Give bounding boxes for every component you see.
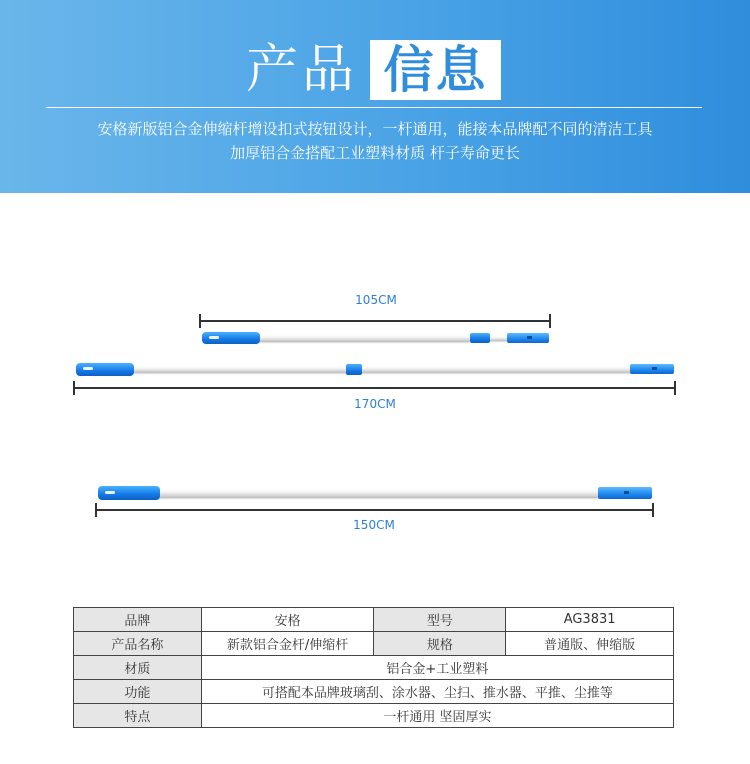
pole-shaft: [155, 489, 600, 498]
spec-value-function: 可搭配本品牌玻璃刮、涂水器、尘扫、推水器、平推、尘推等: [201, 680, 673, 704]
title-plain-text: 产品: [246, 40, 359, 100]
spec-key-product-name: 产品名称: [74, 632, 202, 656]
table-row: [74, 680, 674, 704]
spec-value-specification: 普通版、伸缩版: [506, 632, 674, 656]
dimension-label-105: 105CM: [355, 293, 397, 307]
spec-key-specification: 规格: [374, 632, 506, 656]
tip-notch: [652, 367, 657, 370]
table-row: [74, 632, 674, 656]
pole-coupler: [470, 333, 490, 343]
grip-hole: [209, 336, 219, 339]
dimension-label-150: 150CM: [353, 518, 395, 532]
pole-shaft: [130, 366, 635, 373]
pole-tip: [507, 333, 549, 343]
dimension-line-105: [199, 320, 551, 322]
pole-tip: [630, 364, 674, 374]
dimension-tick: [95, 503, 97, 517]
spec-key-feature: 特点: [74, 704, 202, 728]
dimension-tick: [199, 314, 201, 328]
tip-notch: [624, 491, 629, 494]
pole-shaft: [256, 335, 471, 342]
dimension-tick: [73, 381, 75, 395]
dimension-label-170: 170CM: [354, 397, 396, 411]
spec-value-material: 铝合金+工业塑料: [201, 656, 673, 680]
pole-grip: [98, 486, 160, 500]
grip-hole: [83, 367, 93, 370]
header-divider: [46, 107, 702, 108]
spec-key-function: 功能: [74, 680, 202, 704]
tip-notch: [527, 336, 532, 339]
pole-coupler: [346, 364, 362, 375]
dimension-line-170: [73, 387, 676, 389]
spec-value-product-name: 新款铝合金杆/伸缩杆: [201, 632, 374, 656]
pole-grip: [76, 363, 134, 376]
pole-tip: [598, 487, 652, 499]
title-highlight-text: 信息: [370, 40, 501, 100]
subtitle-line-1: 安格新版铝合金伸缩杆增设扣式按钮设计，一杆通用，能接本品牌配不同的清洁工具: [97, 120, 653, 138]
dimension-tick: [674, 381, 676, 395]
table-row: [74, 704, 674, 728]
spec-table: [73, 607, 674, 728]
table-row: [74, 608, 674, 632]
page-title: [0, 38, 750, 104]
spec-key-model: 型号: [374, 608, 506, 632]
subtitle-line-2: 加厚铝合金搭配工业塑料材质 杆子寿命更长: [230, 144, 520, 162]
grip-hole: [105, 491, 115, 494]
pole-grip: [202, 332, 260, 344]
header-banner: [0, 0, 750, 193]
spec-value-brand: 安格: [201, 608, 374, 632]
dimension-line-150: [95, 509, 654, 511]
spec-key-material: 材质: [74, 656, 202, 680]
spec-value-feature: 一杆通用 坚固厚实: [201, 704, 673, 728]
spec-key-brand: 品牌: [74, 608, 202, 632]
dimension-tick: [549, 314, 551, 328]
dimension-tick: [652, 503, 654, 517]
spec-value-model: AG3831: [506, 608, 674, 632]
table-row: [74, 656, 674, 680]
